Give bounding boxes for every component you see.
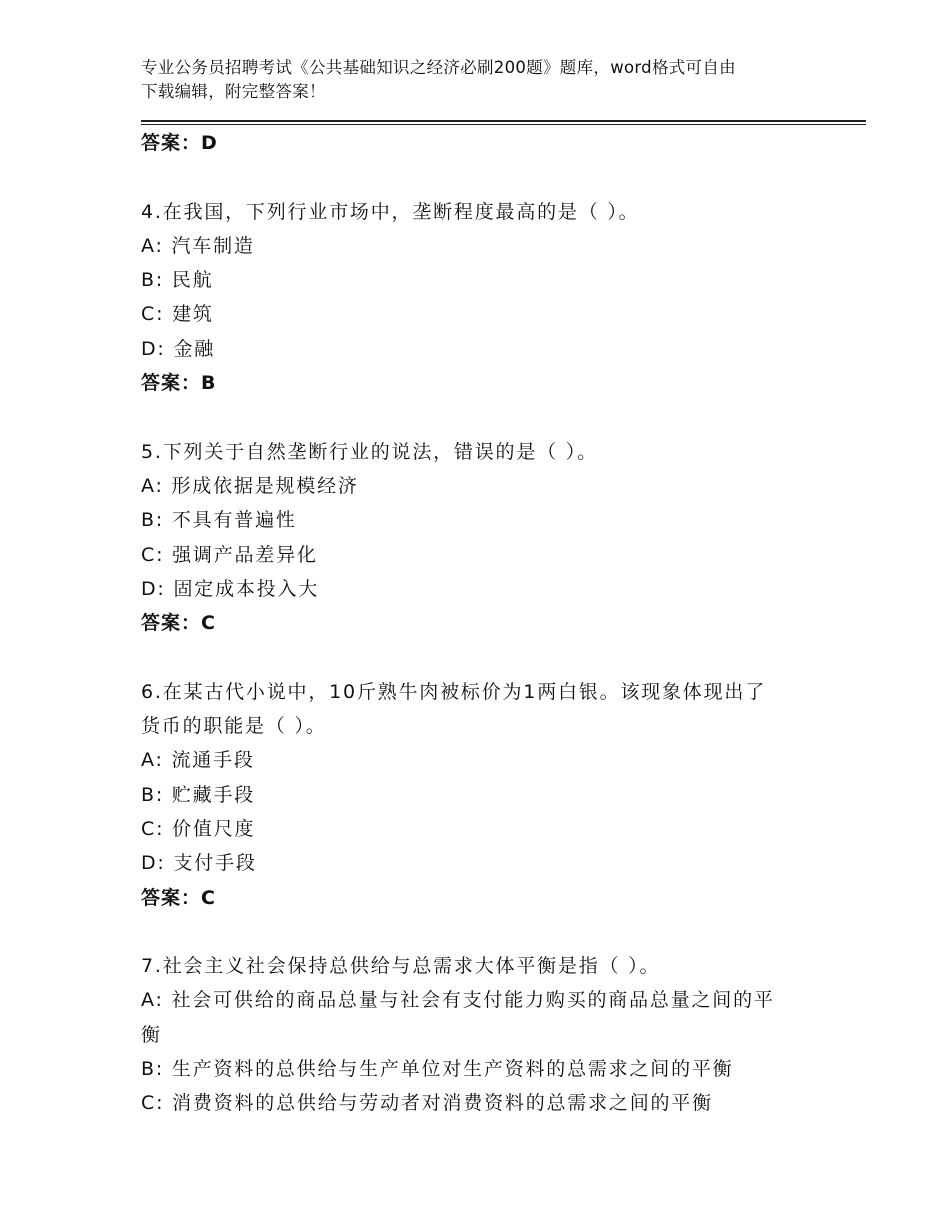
- question-4: [141, 195, 811, 401]
- question-stem: 4.在我国，下列行业市场中，垄断程度最高的是（ ）。: [141, 200, 640, 223]
- header-divider: [141, 120, 866, 125]
- option-a: A: 形成依据是规模经济: [141, 474, 359, 497]
- option-c: C: 价值尺度: [141, 817, 256, 840]
- option-c: C: 消费资料的总供给与劳动者对消费资料的总需求之间的平衡: [141, 1092, 713, 1115]
- option-b: B: 生产资料的总供给与生产单位对生产资料的总需求之间的平衡: [141, 1058, 734, 1081]
- option-a: A: 汽车制造: [141, 234, 255, 257]
- option-b: B: 贮藏手段: [141, 783, 256, 806]
- header-line-1: 专业公务员招聘考试《公共基础知识之经济必刷200题》题库，word格式可自由: [141, 58, 736, 77]
- spacer: [141, 640, 811, 674]
- question-stem-line-1: 6.在某古代小说中，10斤熟牛肉被标价为1两白银。该现象体现出了: [141, 680, 766, 703]
- header-line-2: 下载编辑，附完整答案！: [141, 82, 326, 101]
- option-a-line-1: A: 社会可供给的商品总量与社会有支付能力购买的商品总量之间的平: [141, 989, 775, 1012]
- option-c: C: 建筑: [141, 303, 214, 326]
- document-header: [141, 56, 821, 104]
- spacer: [141, 915, 811, 949]
- option-c: C: 强调产品差异化: [141, 543, 318, 566]
- question-stem: 7.社会主义社会保持总供给与总需求大体平衡是指（ ）。: [141, 955, 661, 978]
- question-stem-line-2: 货币的职能是（ ）。: [141, 715, 327, 738]
- option-b: B: 民航: [141, 269, 214, 292]
- question-6: [141, 675, 811, 915]
- option-d: D: 金融: [141, 337, 216, 360]
- option-d: D: 支付手段: [141, 852, 257, 875]
- spacer: [141, 160, 811, 194]
- answer-q3: 答案：D: [141, 132, 218, 154]
- document-body: [141, 126, 811, 1121]
- answer: 答案：B: [141, 372, 217, 395]
- spacer: [141, 400, 811, 434]
- answer: 答案：C: [141, 886, 216, 909]
- question-7: [141, 949, 811, 1120]
- question-5: [141, 435, 811, 641]
- question-stem: 5.下列关于自然垄断行业的说法，错误的是（ ）。: [141, 440, 598, 463]
- answer: 答案：C: [141, 612, 216, 635]
- option-a-line-2: 衡: [141, 1023, 162, 1046]
- option-d: D: 固定成本投入大: [141, 577, 320, 600]
- option-a: A: 流通手段: [141, 749, 255, 772]
- option-b: B: 不具有普遍性: [141, 509, 297, 532]
